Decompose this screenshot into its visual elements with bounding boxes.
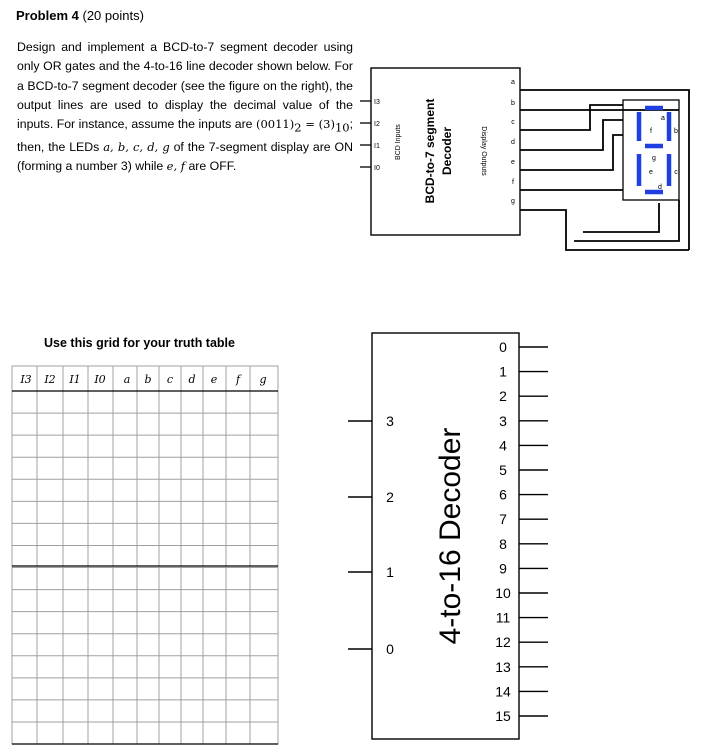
segment-label: g bbox=[652, 155, 656, 162]
decoder-4to16-figure bbox=[348, 333, 548, 739]
decoder-output-label: 1 bbox=[499, 363, 507, 380]
tt-header-d: d bbox=[188, 373, 196, 386]
bcd-decoder-title-1: BCD-to-7 segment bbox=[423, 98, 437, 204]
bcd-output-label: f bbox=[512, 179, 514, 186]
decoder-output-label: 6 bbox=[499, 486, 507, 503]
decoder-output-label: 4 bbox=[499, 437, 507, 454]
decoder-output-label: 5 bbox=[499, 462, 507, 478]
wire-d-bottom bbox=[583, 203, 659, 232]
decoder-output-label: 13 bbox=[495, 658, 511, 675]
problem-label: Problem 4 bbox=[16, 8, 79, 23]
segment-label: c bbox=[674, 169, 678, 176]
description-text-3: of the 7-segment display are ON (forming a number 3) while bbox=[17, 139, 353, 174]
tt-header-i0: I0 bbox=[94, 373, 106, 386]
on-leds: a, b, c, d, g bbox=[103, 139, 170, 154]
wire-d bbox=[520, 120, 623, 150]
tt-header-a: a bbox=[123, 373, 131, 386]
wire-c-bottom bbox=[574, 200, 679, 241]
decoder-output-label: 9 bbox=[499, 560, 507, 577]
tt-header-c: c bbox=[166, 373, 174, 386]
segment-label: d bbox=[658, 184, 662, 191]
bcd-output-label: d bbox=[511, 139, 515, 146]
bcd-decoder-figure bbox=[360, 68, 689, 250]
tt-header-i2: I2 bbox=[44, 373, 56, 386]
decoder-4to16-title: 4-to-16 Decoder bbox=[434, 427, 467, 645]
segment-label: b bbox=[674, 128, 678, 135]
bcd-output-label: e bbox=[511, 159, 515, 166]
bcd-output-label: b bbox=[511, 100, 515, 107]
decimal-value: (3) bbox=[318, 117, 335, 132]
wire-g bbox=[520, 210, 689, 250]
decoder-output-label: 11 bbox=[495, 609, 511, 626]
bcd-output-label: g bbox=[511, 198, 515, 205]
decoder-output-label: 10 bbox=[495, 585, 511, 601]
tt-header-f: f bbox=[235, 373, 241, 386]
decoder-output-label: 12 bbox=[495, 634, 511, 651]
decoder-output-label: 14 bbox=[495, 683, 511, 700]
tt-header-i1: I1 bbox=[69, 373, 81, 386]
wire-c bbox=[520, 105, 623, 130]
truth-table-border bbox=[12, 366, 278, 744]
decoder-output-label: 7 bbox=[499, 511, 507, 528]
bcd-inputs-label: BCD Inputs bbox=[395, 124, 402, 160]
description-text-2: ; then, the LEDs bbox=[17, 117, 353, 154]
off-leds: e, f bbox=[166, 159, 186, 174]
bcd-input-label: I1 bbox=[374, 143, 380, 150]
wire-e bbox=[520, 135, 623, 170]
tt-header-g: g bbox=[259, 373, 267, 386]
segment-label: e bbox=[649, 169, 653, 176]
decoder-input-label: 2 bbox=[386, 489, 394, 505]
tt-header-b: b bbox=[144, 373, 152, 386]
description-text-1: Design and implement a BCD-to-7 segment decoder using only OR gates and the 4-to-16 line decoder shown below. For a BCD-to-7 segment decoder (see the figure on the right), the output lines are used to display the decimal value of the inputs. For instance, assume the inputs are bbox=[17, 40, 353, 132]
decoder-output-label: 2 bbox=[499, 388, 507, 405]
segment-label: f bbox=[650, 128, 652, 135]
decoder-output-label: 3 bbox=[499, 412, 507, 429]
tt-header-e: e bbox=[210, 373, 218, 386]
binary-base: 2 bbox=[294, 120, 302, 135]
decoder-output-label: 8 bbox=[499, 535, 507, 552]
bcd-output-label: a bbox=[511, 79, 515, 86]
decimal-base: 10 bbox=[334, 120, 350, 135]
bcd-output-label: c bbox=[511, 119, 515, 126]
decoder-output-label: 15 bbox=[495, 708, 511, 724]
wire-extra bbox=[520, 220, 583, 232]
equals-sign: = bbox=[301, 117, 319, 132]
decoder-input-label: 3 bbox=[386, 413, 394, 429]
display-outputs-label: Display Outputs bbox=[480, 126, 487, 176]
tt-header-i3: I3 bbox=[20, 373, 32, 386]
decoder-output-label: 0 bbox=[499, 339, 507, 355]
binary-value: (0011) bbox=[255, 117, 295, 132]
truth-table-title: Use this grid for your truth table bbox=[44, 336, 235, 350]
decoder-input-label: 1 bbox=[386, 564, 394, 580]
bcd-input-label: I3 bbox=[374, 99, 380, 106]
description-text-4: are OFF. bbox=[185, 159, 237, 174]
decoder-input-label: 0 bbox=[386, 641, 394, 657]
bcd-input-label: I2 bbox=[374, 121, 380, 128]
truth-table bbox=[12, 366, 278, 744]
bcd-input-label: I0 bbox=[374, 165, 380, 172]
bcd-decoder-title-2: Decoder bbox=[440, 126, 454, 176]
problem-points: (20 points) bbox=[82, 8, 144, 23]
segment-label: a bbox=[661, 115, 665, 122]
